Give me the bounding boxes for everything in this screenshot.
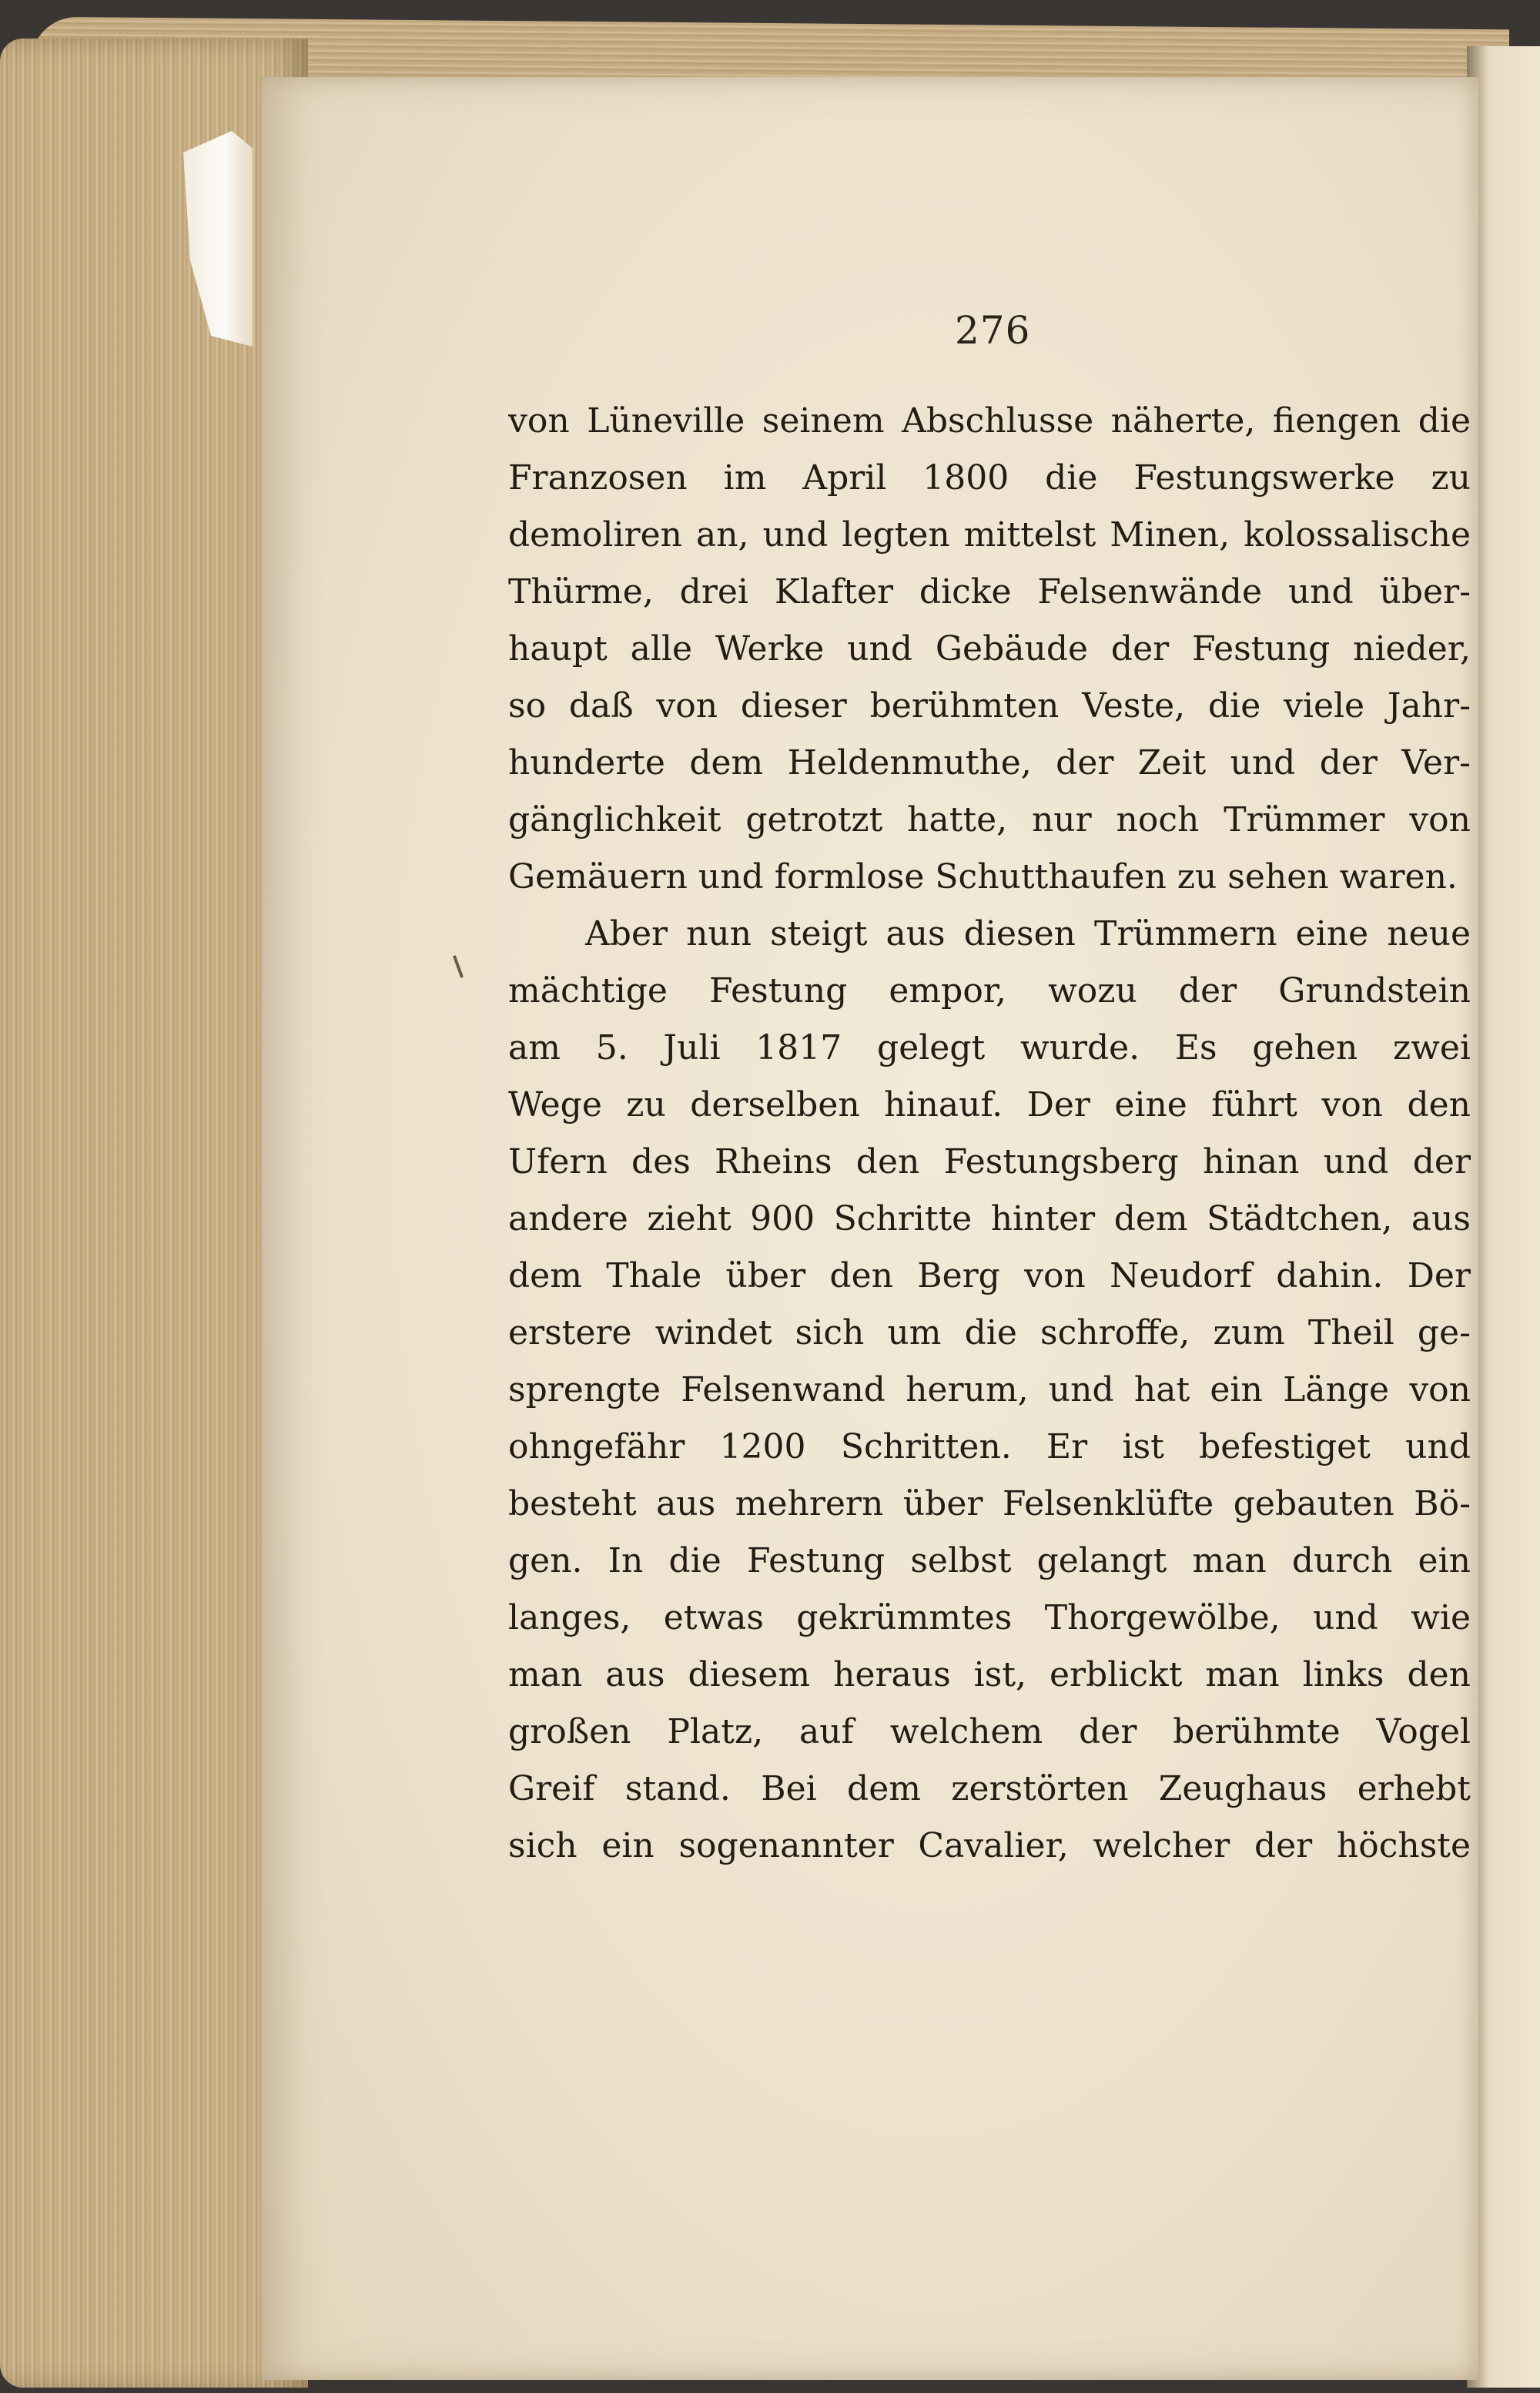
text-line: andere zieht 900 Schritte hinter dem Städtchen, aus: [508, 1199, 1471, 1238]
page-number: 276: [955, 308, 1031, 353]
text-line: mächtige Festung empor, wozu der Grundstein: [508, 971, 1471, 1010]
page-text: [508, 393, 1471, 1875]
text-line: Ufern des Rheins den Festungsberg hinan und der: [508, 1142, 1471, 1181]
text-line: gen. In die Festung selbst gelangt man durch ein: [508, 1541, 1471, 1580]
text-line: Thürme, drei Klafter dicke Felsenwände und über-: [508, 572, 1471, 612]
text-line: dem Thale über den Berg von Neudorf dahin. Der: [508, 1256, 1471, 1295]
text-line: haupt alle Werke und Gebäude der Festung nieder,: [508, 629, 1471, 669]
text-line: am 5. Juli 1817 gelegt wurde. Es gehen zwei: [508, 1028, 1471, 1067]
text-line: ohngefähr 1200 Schritten. Er ist befestiget und: [508, 1427, 1471, 1466]
text-line: Gemäuern und formlose Schutthaufen zu sehen waren.: [508, 857, 1458, 897]
text-line: erstere windet sich um die schroffe, zum Theil ge-: [508, 1313, 1471, 1352]
text-line: Franzosen im April 1800 die Festungswerke zu: [508, 458, 1471, 498]
text-line: Greif stand. Bei dem zerstörten Zeughaus erhebt: [508, 1769, 1471, 1808]
text-line: so daß von dieser berühmten Veste, die viele Jahr-: [508, 686, 1471, 726]
text-line: demoliren an, und legten mittelst Minen, kolossalische: [508, 515, 1471, 555]
text-line: Aber nun steigt aus diesen Trümmern eine neue: [585, 914, 1471, 954]
text-line: sprengte Felsenwand herum, und hat ein Länge von: [508, 1370, 1471, 1409]
text-line: sich ein sogenannter Cavalier, welcher der höchste: [508, 1826, 1471, 1865]
text-line: langes, etwas gekrümmtes Thorgewölbe, und wie: [508, 1598, 1471, 1637]
text-line: man aus diesem heraus ist, erblickt man links den: [508, 1655, 1471, 1694]
text-line: besteht aus mehrern über Felsenklüfte gebauten Bö-: [508, 1484, 1471, 1523]
text-line: großen Platz, auf welchem der berühmte Vogel: [508, 1712, 1471, 1751]
text-line: gänglichkeit getrotzt hatte, nur noch Trümmer von: [508, 800, 1471, 840]
text-line: Wege zu derselben hinauf. Der eine führt von den: [508, 1085, 1471, 1124]
text-line: von Lüneville seinem Abschlusse näherte, fiengen die: [508, 401, 1471, 441]
text-line: hunderte dem Heldenmuthe, der Zeit und der Ver-: [508, 743, 1471, 783]
